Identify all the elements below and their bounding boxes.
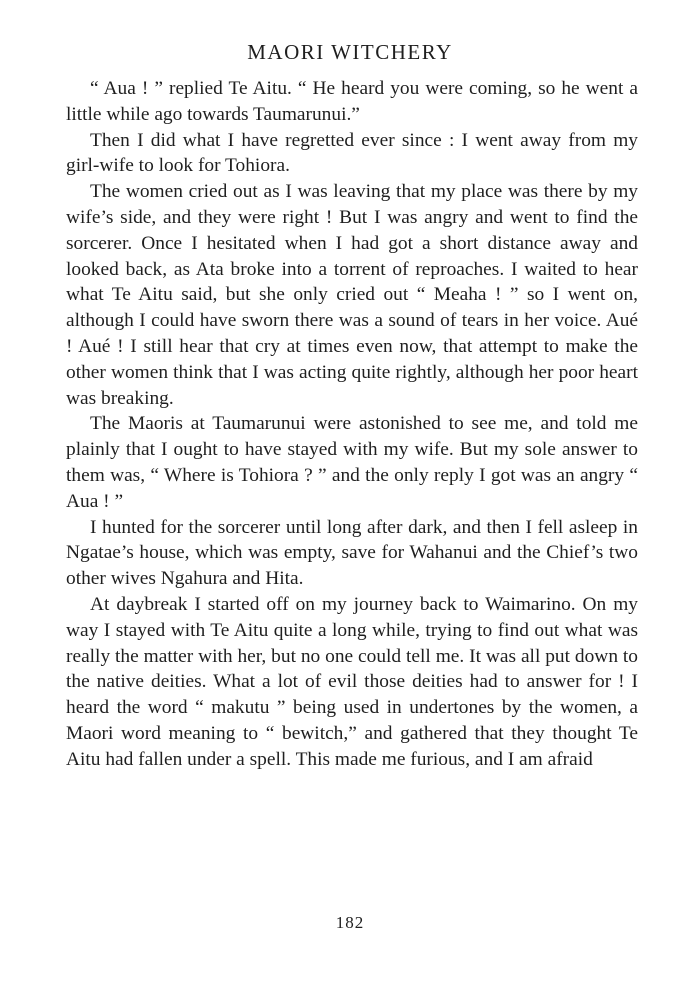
paragraph: “ Aua ! ” replied Te Aitu. “ He heard you were coming, so he went a little while ago towards Taumarunui.” — [66, 78, 638, 125]
paragraph: The women cried out as I was leaving that my place was there by my wife’s side, and they were right ! But I was angry and went to find the sorcerer. Once I hesitated when I had got a short distance away and looked back, as Ata broke into a torrent of reproaches. I waited to hear what Te Aitu said, but she only cried out “ Meaha ! ” so I went on, although I could have sworn there was a sound of tears in her voice. Aué ! Aué ! I still hear that cry at times even now, that attempt to make the other women think that I was acting quite rightly, although her poor heart was breaking. — [66, 181, 638, 409]
running-head: MAORI WITCHERY — [247, 40, 453, 64]
page-number: 182 — [335, 913, 365, 932]
body-text — [66, 76, 638, 773]
paragraph: Then I did what I have regretted ever since : I went away from my girl-wife to look for Tohiora. — [66, 129, 638, 177]
paragraph: I hunted for the sorcerer until long after dark, and then I fell asleep in Ngatae’s house, which was empty, save for Wahanui and the Chief’s two other wives Ngahura and Hita. — [66, 516, 638, 590]
paragraph: The Maoris at Taumarunui were astonished to see me, and told me plainly that I ought to have stayed with my wife. But my sole answer to them was, “ Where is Tohiora ? ” and the only reply I got was an angry “ Aua ! ” — [66, 413, 638, 512]
paragraph: At daybreak I started off on my journey back to Waimarino. On my way I stayed with Te Aitu quite a long while, trying to find out what was really the matter with her, but no one could tell me. It was all put down to the native deities. What a lot of evil those deities had to answer for ! I heard the word “ makutu ” being used in undertones by the women, a Maori word meaning to “ bewitch,” and gathered that they thought Te Aitu had fallen under a spell. This made me furious, and I am afraid — [66, 593, 638, 770]
